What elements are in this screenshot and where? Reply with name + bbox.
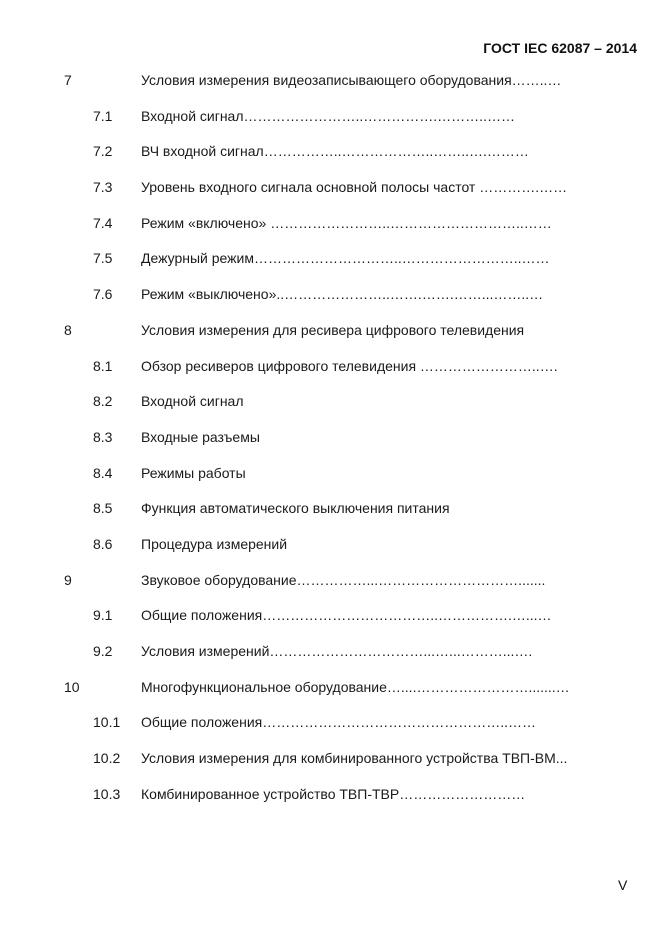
toc-entry: [0, 106, 661, 142]
toc-entry-title: Условия измерения видеозаписывающего оборудования……..…: [141, 72, 562, 88]
toc-entry-number: 8.6: [93, 535, 113, 552]
table-of-contents: [0, 70, 661, 819]
page-number: V: [618, 877, 628, 893]
document-header: ГОСТ IEC 62087 – 2014: [483, 40, 637, 56]
toc-entry-title: Обзор ресиверов цифрового телевидения ……………………..….: [141, 357, 558, 374]
toc-entry-title: Многофункциональное оборудование…....…………………….......…: [141, 678, 570, 695]
toc-entry-title: Уровень входного сигнала основной полосы частот ………….……: [141, 179, 568, 196]
toc-entry-title: Режим «включено» ……………………..………………………..……: [141, 214, 552, 231]
toc-entry-number: 8.4: [93, 464, 113, 481]
toc-entry: [0, 641, 661, 677]
toc-entry-number: 10: [64, 678, 80, 695]
toc-entry-number: 8.2: [93, 393, 113, 410]
toc-entry: [0, 284, 661, 320]
toc-entry-number: 7.4: [93, 214, 113, 231]
toc-entry-title: Условия измерения для комбинированного устройства ТВП-ВМ...: [141, 750, 568, 767]
toc-entry-title: Комбинированное устройство ТВП-ТВР………………………: [141, 785, 526, 802]
toc-entry: [0, 463, 661, 499]
toc-entry-number: 7.3: [93, 179, 113, 196]
toc-entry: [0, 356, 661, 392]
toc-entry-number: 10.2: [93, 750, 121, 767]
toc-entry: [0, 213, 661, 249]
toc-entry: [0, 248, 661, 284]
toc-entry-number: 9.2: [93, 643, 113, 659]
toc-entry: [0, 712, 661, 748]
toc-entry: [0, 534, 661, 570]
toc-entry: [0, 177, 661, 213]
toc-entry-number: 8.1: [93, 357, 113, 374]
toc-entry: [0, 498, 661, 534]
toc-entry-title: Дежурный режим…………………………..……………………..……: [141, 250, 550, 267]
toc-entry-number: 8.3: [93, 428, 113, 445]
toc-entry: [0, 570, 661, 606]
toc-entry: [0, 748, 661, 784]
toc-entry-title: Входной сигнал……………………..…………….………..……: [141, 107, 515, 124]
toc-entry-title: Режим «выключено»..…………………..…….…….……...……..…: [141, 286, 544, 303]
toc-entry-title: Условия измерений……………………………...…...………...….: [141, 643, 533, 659]
toc-entry-number: 8.5: [93, 500, 113, 517]
toc-entry-number: 10.1: [93, 714, 121, 731]
toc-entry-number: 7: [64, 72, 72, 88]
toc-entry-number: 7.6: [93, 286, 113, 303]
toc-entry-title: Условия измерения для ресивера цифрового телевидения: [141, 321, 525, 338]
toc-entry-number: 7.1: [93, 107, 113, 124]
toc-entry-title: Функция автоматического выключения питания: [141, 500, 450, 517]
toc-entry-title: Режимы работы: [141, 464, 246, 481]
toc-entry: [0, 320, 661, 356]
toc-entry: [0, 677, 661, 713]
toc-entry-title: ВЧ входной сигнал……………..………………..……..….………: [141, 143, 529, 160]
toc-entry: [0, 784, 661, 820]
toc-entry-number: 10.3: [93, 785, 121, 802]
toc-entry-number: 8: [64, 321, 72, 338]
toc-entry-title: Общие положения………………………………..…………….…...…: [141, 607, 552, 624]
toc-entry-title: Звуковое оборудование……………...………………………….......: [141, 571, 546, 588]
toc-entry-title: Входной сигнал: [141, 393, 244, 410]
toc-entry-number: 7.5: [93, 250, 113, 267]
toc-entry-number: 7.2: [93, 143, 113, 160]
toc-entry: [0, 70, 661, 106]
toc-entry-number: 9.1: [93, 607, 113, 624]
toc-entry: [0, 391, 661, 427]
toc-entry-number: 9: [64, 571, 72, 588]
toc-entry-title: Входные разъемы: [141, 428, 260, 445]
toc-entry-title: Процедура измерений: [141, 535, 288, 552]
toc-entry: [0, 605, 661, 641]
toc-entry-title: Общие положения……………………………………………..……: [141, 714, 537, 731]
toc-entry: [0, 141, 661, 177]
toc-entry: [0, 427, 661, 463]
